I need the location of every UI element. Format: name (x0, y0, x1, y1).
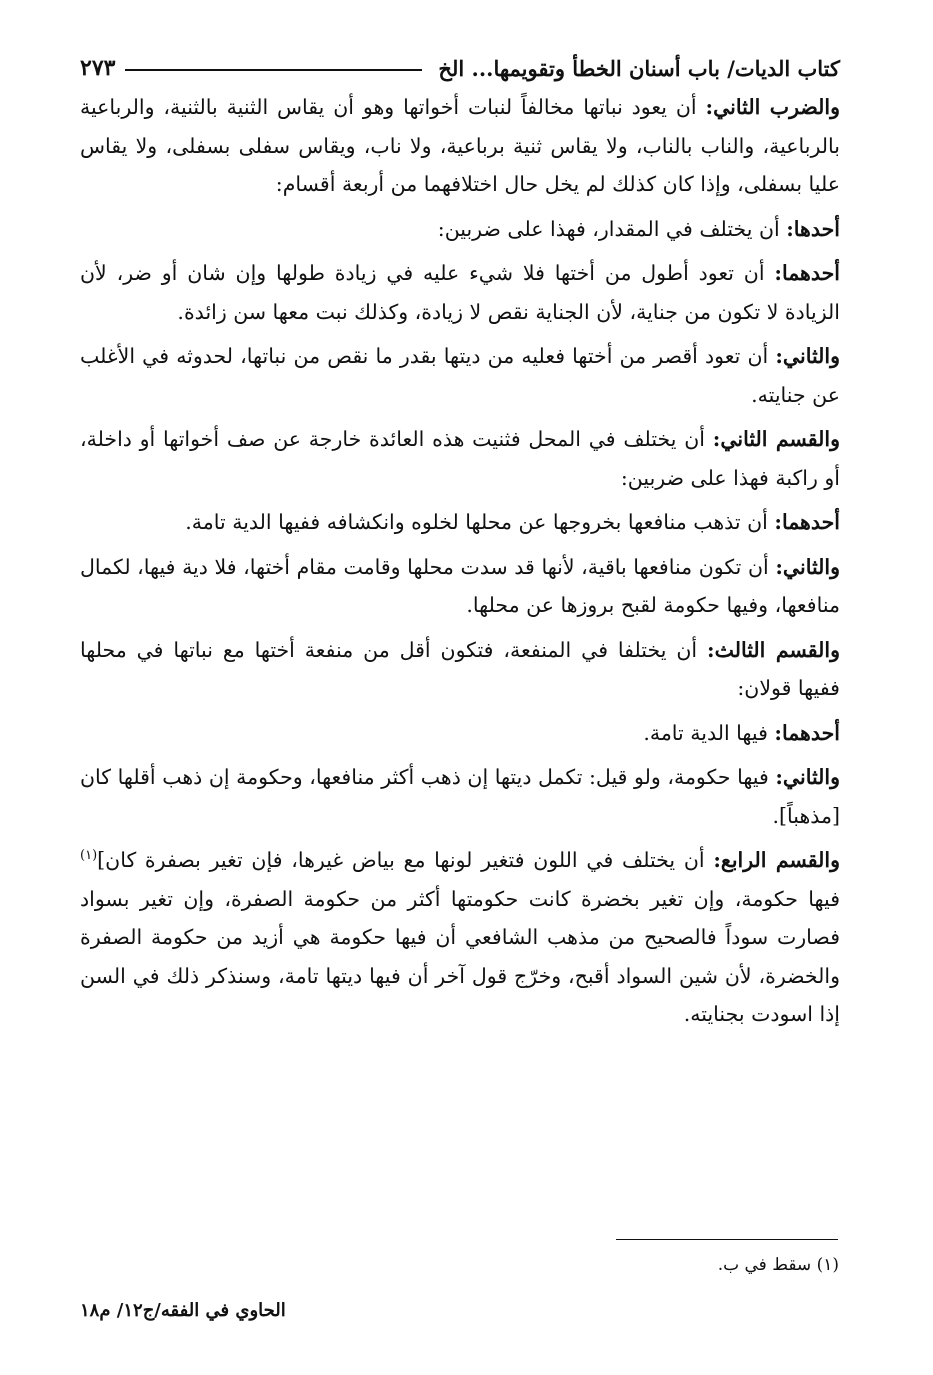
paragraph (80, 714, 840, 753)
running-header (80, 48, 840, 88)
paragraph (80, 337, 840, 414)
paragraph-lead: أحدها: (786, 216, 840, 241)
paragraph (80, 841, 840, 1034)
header-rule (125, 69, 422, 71)
paragraph (80, 548, 840, 625)
paragraph-text: أن يعود نباتها مخالفاً لنبات أخواتها وهو أن يقاس الثنية بالثنية، والرباعية بالرباعية، والناب بالناب، ولا يقاس ثنية برباعية، ولا ناب، ويقاس سفلى بسفلى، ولا يقاس عليا بسفلى، وإذا كان كذلك لم يخل حال اختلافهما من أربعة أقسام: (80, 95, 840, 196)
page-body (80, 48, 840, 1040)
paragraph-lead: والضرب الثاني: (705, 95, 840, 119)
paragraph-lead: أحدهما: (774, 510, 840, 534)
paragraph-text: أن تعود أقصر من أختها فعليه من ديتها بقدر ما نقص من نباتها، لحدوثه في الأغلب عن جنايته. (80, 344, 840, 407)
footnote-marker: (١) (80, 848, 98, 864)
paragraph-text: أن يختلف في المقدار، فهذا على ضربين: (437, 216, 787, 241)
paragraph (80, 503, 840, 542)
paragraph (80, 758, 840, 835)
paragraph (80, 420, 840, 497)
paragraph-text: فيها الدية تامة. (643, 720, 775, 745)
paragraph (80, 254, 840, 331)
footnote: (١) سقط في ب. (717, 1255, 839, 1275)
paragraph (80, 88, 840, 204)
paragraph-lead: والثاني: (775, 765, 840, 789)
footnote-rule (616, 1239, 838, 1240)
paragraph-lead: أحدهما: (774, 261, 840, 285)
chapter-title: كتاب الديات/ باب أسنان الخطأ وتقويمها... الخ (438, 55, 840, 81)
paragraph-lead: والثاني: (775, 554, 840, 579)
paragraph-lead: أحدهما: (774, 720, 840, 745)
page-number: ٢٧٣ (80, 55, 116, 81)
paragraph-text: أن تعود أطول من أختها فلا شيء عليه في زيادة طولها وإن شان أو ضر، لأن الزيادة لا تكون من جناية، لأن الجناية نقص لا زيادة، وكذلك نبت معها سن زائدة. (80, 261, 840, 324)
paragraph (80, 210, 840, 249)
paragraph-lead: والقسم الرابع: (713, 848, 840, 872)
paragraph-text: أن يختلف في المحل فثنيت هذه العائدة خارجة عن صف أخواتها أو داخلة، أو راكبة فهذا على ضربين: (80, 427, 840, 490)
paragraph-text: أن تكون منافعها باقية، لأنها قد سدت محلها وقامت مقام أختها، فلا دية فيها، لكمال منافعها، وفيها حكومة لقبح بروزها عن محلها. (80, 554, 840, 617)
paragraph-text: أن يختلفا في المنفعة، فتكون أقل من منفعة أختها مع نباتها في محلها ففيها قولان: (80, 637, 840, 700)
paragraph (80, 631, 840, 708)
paragraph-text: فيها حكومة، وإن تغير بخضرة كانت حكومتها أكثر من حكومة الصفرة، وإن تغير بسواد فصارت سوداً فالصحيح من مذهب الشافعي أن فيها حكومة هي أزيد من حكومة الصفرة والخضرة، لأن شين السواد أقبح، وخرّج قول آخر أن فيها ديتها تامة، وسنذكر ذلك في السن إذا اسودت بجنايته. (80, 886, 840, 1026)
paragraph-lead: والقسم الثاني: (712, 427, 841, 451)
paragraph-lead: والقسم الثالث: (707, 637, 840, 662)
paragraph-lead: والثاني: (775, 344, 840, 368)
paragraph-text: أن يختلف في اللون فتغير لونها مع بياض غيرها، فإن تغير بصفرة كان] (97, 848, 714, 872)
paragraph-text: فيها حكومة، ولو قيل: تكمل ديتها إن ذهب أكثر منافعها، وحكومة إن ذهب أقلها كان [مذهباً]. (80, 765, 840, 828)
paragraph-text: أن تذهب منافعها بخروجها عن محلها لخلوه وانكشافه ففيها الدية تامة. (185, 510, 775, 534)
book-footer: الحاوي في الفقه/ج١٢/ م١٨ (80, 1300, 286, 1321)
